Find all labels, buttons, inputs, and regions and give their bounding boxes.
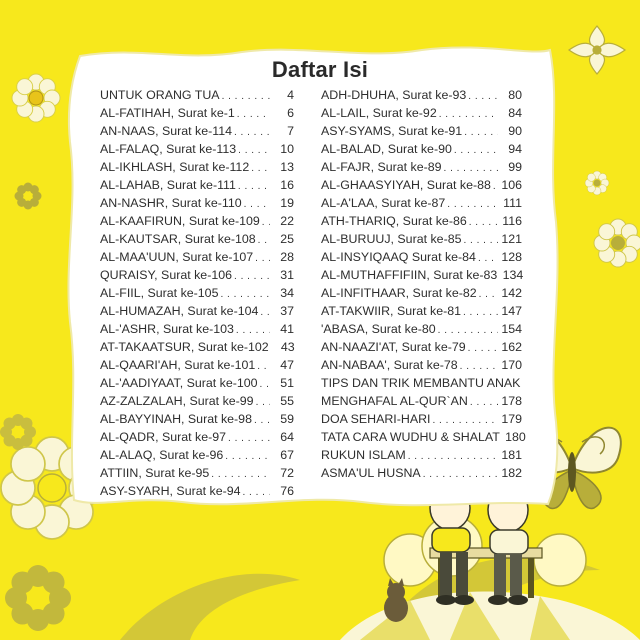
toc-entry-title: AL-A'LAA, Surat ke-87	[321, 196, 446, 210]
toc-entry-title: AL-BURUUJ, Surat ke-85	[321, 232, 462, 246]
toc-entry-title: AL-MAA'UUN, Surat ke-107	[100, 250, 254, 264]
toc-entry-title: 'ABASA, Surat ke-80	[321, 322, 436, 336]
toc-entry	[100, 212, 294, 230]
toc-entry	[100, 302, 294, 320]
toc-entry	[100, 464, 294, 482]
page-title: Daftar Isi	[271, 57, 369, 82]
toc-entry-title: ATTIIN, Surat ke-95	[100, 466, 210, 480]
dot-leader	[251, 160, 270, 178]
dot-leader	[237, 106, 270, 124]
toc-entry	[100, 230, 294, 248]
dot-leader	[468, 340, 498, 358]
toc-entry	[321, 446, 522, 464]
toc-entry-page: 94	[508, 142, 522, 156]
toc-entry-title: ASY-SYAMS, Surat ke-91	[321, 124, 463, 138]
toc-entry-title: AT-TAKWIIR, Surat ke-81	[321, 304, 461, 318]
dot-leader	[257, 358, 270, 376]
toc-entry-title: AL-GHAASYIYAH, Surat ke-88	[321, 178, 491, 192]
toc-entry-title: AL-HUMAZAH, Surat ke-104	[100, 304, 259, 318]
toc-entry-page: 111	[503, 196, 522, 210]
toc-entry-title: AL-LAHAB, Surat ke-111	[100, 178, 236, 192]
toc-entry-page: 16	[280, 178, 294, 192]
toc-entry-page: 154	[501, 322, 522, 336]
toc-entry-page: 59	[280, 412, 294, 426]
toc-left-column	[100, 86, 294, 500]
toc-entry-page: 134	[502, 268, 524, 282]
dot-leader	[262, 214, 270, 232]
toc-entry-title: AT-TAKAATSUR, Surat ke-102	[100, 340, 269, 354]
dot-leader	[469, 214, 498, 232]
toc-entry	[100, 194, 294, 212]
toc-entry-page: 99	[508, 160, 522, 174]
toc-entry-page: 22	[280, 214, 294, 228]
dot-leader	[470, 394, 498, 412]
toc-entry	[100, 158, 294, 176]
toc-entry-title: AL-'AADIYAAT, Surat ke-100	[100, 376, 258, 390]
toc-entry-title: AL-QADR, Surat ke-97	[100, 430, 227, 444]
toc-entry	[100, 392, 294, 410]
dot-leader	[260, 376, 270, 394]
toc-entry-page: 51	[280, 376, 294, 390]
toc-entry	[321, 464, 522, 482]
toc-entry-page: 10	[280, 142, 294, 156]
dot-leader	[454, 142, 498, 160]
dot-leader	[238, 178, 270, 196]
toc-entry-page: 106	[501, 178, 522, 192]
toc-entry-page: 13	[280, 160, 294, 174]
toc-entry	[321, 230, 522, 248]
toc-entry	[321, 284, 522, 302]
toc-entry-title: AL-INSYIQAAQ Surat ke-84	[321, 250, 476, 264]
toc-entry-page: 147	[501, 304, 522, 318]
toc-entry-page: 76	[280, 484, 294, 498]
dot-leader	[234, 124, 270, 142]
toc-entry-page: 41	[280, 322, 294, 336]
toc-entry-page: 182	[501, 466, 522, 480]
toc-entry-title: AL-LAIL, Surat ke-92	[321, 106, 437, 120]
toc-entry	[321, 392, 522, 410]
dot-leader	[234, 268, 270, 286]
toc-entry-title: AL-FIIL, Surat ke-105	[100, 286, 219, 300]
toc-entry-page: 4	[287, 88, 294, 102]
toc-entry	[100, 410, 294, 428]
toc-entry-title: ADH-DHUHA, Surat ke-93	[321, 88, 467, 102]
toc-entry-page: 80	[508, 88, 522, 102]
toc-entry-title: UNTUK ORANG TUA	[100, 88, 220, 102]
toc-entry-page: 37	[280, 304, 294, 318]
toc-entry-title: ASMA'UL HUSNA	[321, 466, 421, 480]
toc-entry	[100, 140, 294, 158]
toc-entry	[100, 284, 294, 302]
toc-entry-page: 128	[501, 250, 522, 264]
toc-entry	[100, 122, 294, 140]
toc-entry	[321, 176, 522, 194]
toc-entry	[321, 410, 522, 428]
toc-entry-title: AL-FAJR, Surat ke-89	[321, 160, 442, 174]
toc-entry	[100, 374, 294, 392]
dot-leader	[463, 304, 498, 322]
toc-entry	[100, 446, 294, 464]
dot-leader	[258, 232, 270, 250]
toc-entry-title: AL-MUTHAFFIFIIN, Surat ke-83	[321, 268, 498, 282]
toc-entry-page: 64	[280, 430, 294, 444]
toc-entry-page: 34	[280, 286, 294, 300]
toc-entry-page: 121	[501, 232, 522, 246]
toc-entry	[321, 356, 522, 374]
toc-entry-title: AL-BAYYINAH, Surat ke-98	[100, 412, 252, 426]
toc-entry-title: TATA CARA WUDHU & SHALAT	[321, 430, 500, 444]
toc-right-column	[321, 86, 526, 482]
toc-entry-page: 116	[502, 214, 522, 228]
toc-entry	[100, 248, 294, 266]
toc-entry-page: 19	[280, 196, 294, 210]
toc-entry-page: 72	[280, 466, 294, 480]
toc-entry-title: TIPS DAN TRIK MEMBANTU ANAK	[321, 376, 521, 390]
dot-leader	[464, 124, 498, 142]
toc-entry-title: AN-NASHR, Surat ke-110	[100, 196, 242, 210]
toc-entry-page: 7	[287, 124, 294, 138]
dot-leader	[468, 88, 498, 106]
toc-entry-page: 47	[280, 358, 294, 372]
toc-entry-page: 28	[280, 250, 294, 264]
toc-entry-title: AL-FATIHAH, Surat ke-1	[100, 106, 235, 120]
toc-entry-page: 170	[501, 358, 522, 372]
toc-entry	[321, 140, 522, 158]
dot-leader	[479, 286, 498, 304]
toc-entry-title: AL-QAARI'AH, Surat ke-101	[100, 358, 256, 372]
toc-entry	[100, 320, 294, 338]
toc-entry-title: AL-KAUTSAR, Surat ke-108	[100, 232, 256, 246]
toc-entry-title: AN-NABAA', Surat ke-78	[321, 358, 458, 372]
toc-entry	[321, 374, 522, 392]
toc-entry-title: AL-IKHLASH, Surat ke-112	[100, 160, 250, 174]
toc-entry	[100, 104, 294, 122]
dot-leader	[256, 394, 270, 412]
dot-leader	[255, 250, 270, 268]
toc-entry	[100, 266, 294, 284]
toc-entry-title: AL-ALAQ, Surat ke-96	[100, 448, 224, 462]
dot-leader	[423, 466, 498, 484]
toc-entry	[321, 248, 522, 266]
dot-leader	[254, 412, 270, 430]
toc-entry	[321, 320, 522, 338]
dot-leader	[243, 484, 271, 502]
toc-entry-page: 43	[280, 340, 295, 354]
dot-leader	[228, 430, 270, 448]
toc-entry-title: AL-FALAQ, Surat ke-113	[100, 142, 237, 156]
toc-entry-title: DOA SEHARI-HARI	[321, 412, 431, 426]
toc-entry-page: 67	[280, 448, 294, 462]
toc-entry-page: 180	[505, 430, 526, 444]
toc-entry-title: AN-NAAZI'AT, Surat ke-79	[321, 340, 466, 354]
toc-entry-title: QURAISY, Surat ke-106	[100, 268, 233, 282]
toc-entry-page: 179	[501, 412, 522, 426]
toc-entry-title: AL-'ASHR, Surat ke-103	[100, 322, 234, 336]
toc-entry-page: 142	[501, 286, 522, 300]
dot-leader	[225, 448, 270, 466]
toc-entry	[321, 122, 522, 140]
toc-entry-page: 25	[280, 232, 294, 246]
toc-entry	[100, 482, 294, 500]
toc-entry	[321, 302, 522, 320]
toc-entry	[321, 158, 522, 176]
toc-entry-title: AL-INFITHAAR, Surat ke-82	[321, 286, 477, 300]
toc-entry	[321, 194, 522, 212]
dot-leader	[408, 448, 498, 466]
toc-entry	[321, 266, 522, 284]
toc-entry	[321, 86, 522, 104]
toc-entry	[100, 86, 294, 104]
toc-entry	[321, 338, 522, 356]
toc-entry-title: AN-NAAS, Surat ke-114	[100, 124, 232, 138]
toc-entry-title: RUKUN ISLAM	[321, 448, 406, 462]
toc-entry	[321, 104, 522, 122]
toc-entry-page: 31	[280, 268, 294, 282]
toc-entry	[321, 212, 522, 230]
toc-entry	[100, 356, 294, 374]
toc-entry-title: AL-KAAFIRUN, Surat ke-109	[100, 214, 260, 228]
toc-entry-title: AZ-ZALZALAH, Surat ke-99	[100, 394, 254, 408]
toc-entry-title: ATH-THARIQ, Surat ke-86	[321, 214, 467, 228]
toc-entry-title: MENGHAFAL AL-QUR`AN	[321, 394, 468, 408]
toc-entry-title: ASY-SYARH, Surat ke-94	[100, 484, 241, 498]
toc-entry-page: 90	[508, 124, 522, 138]
toc-entry	[100, 176, 294, 194]
toc-entry-page: 178	[501, 394, 522, 408]
dot-leader	[260, 304, 270, 322]
toc-entry-page: 55	[280, 394, 294, 408]
toc-entry	[100, 338, 294, 356]
toc-entry-page: 181	[501, 448, 522, 462]
dot-leader	[493, 178, 498, 196]
toc-entry-page: 6	[287, 106, 294, 120]
toc-entry-page: 162	[501, 340, 522, 354]
toc-entry	[100, 428, 294, 446]
toc-entry-title: AL-BALAD, Surat ke-90	[321, 142, 452, 156]
toc-entry-page: 84	[508, 106, 522, 120]
toc-entry	[321, 428, 526, 446]
